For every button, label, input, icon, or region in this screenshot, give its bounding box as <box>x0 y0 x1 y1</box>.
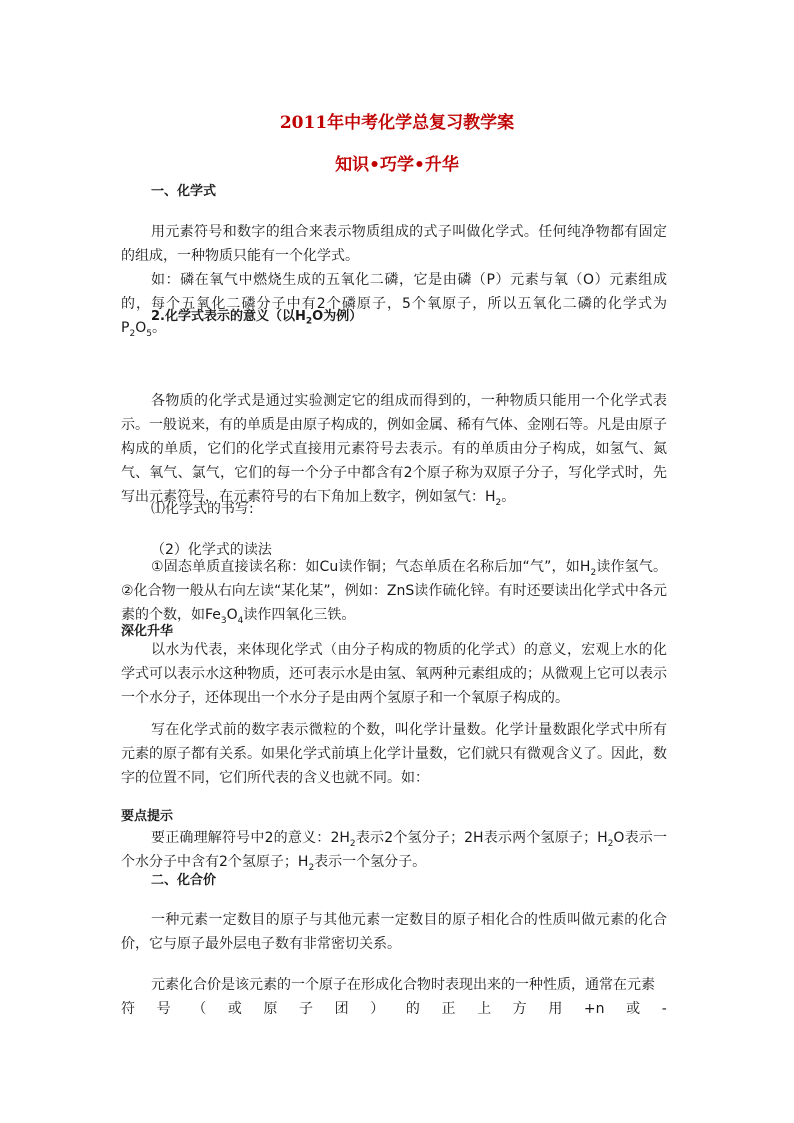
word: 或 <box>227 1001 242 1017</box>
document-title: 2011年中考化学总复习教学案 <box>279 113 515 133</box>
paragraph-valence-notation: 元素化合价是该元素的一个原子在形成化合物时表现出来的一种性质，通常在元素 <box>151 977 655 993</box>
word: 方 <box>512 1001 527 1017</box>
word: +n <box>583 1001 605 1017</box>
word: - <box>661 1001 667 1017</box>
paragraph-valence-definition: 一种元素一定数目的原子与其他元素一定数目的原子相化合的性质叫做元素的化合价，它与原子最外层电子数有非常密切关系。 <box>121 912 667 952</box>
paragraph-coefficient: 写在化学式前的数字表示微粒的个数，叫化学计量数。化学计量数跟化学式中所有元素的原子都有关系。如果化学式前填上化学计量数，它们就只有微观含义了。因此，数字的位置不同，它们所代表的含义也就不同。如： <box>121 722 667 786</box>
paragraph-formula-determination: 各物质的化学式是通过实验测定它的组成而得到的，一种物质只能用一个化学式表示。一般说来，有的单质是由原子构成的，例如金属、稀有气体、金刚石等。凡是由原子构成的单质，它们的化学式直接用元素符号去表示。有的单质由分子构成，如氢气、氮气、氧气、氯气，它们的每一个分子中都含有2个原子称为双原子分子，写化学式时，先写出元素符号，在元素符号的右下角加上数字，例如氢气：$H_2$。 <box>121 393 667 508</box>
word: 的 <box>405 1001 420 1017</box>
paragraph-water-example: 以水为代表，来体现化学式（由分子构成的物质的化学式）的意义，宏观上水的化学式可以表示水这种物质，还可表示水是由氢、氧两种元素组成的；从微观上它可以表示一个水分子，还体现出一个水分子是由两个氢原子和一个氧原子构成的。 <box>121 642 667 706</box>
subsection-formula-writing: ⑴化学式的书写: <box>151 501 254 517</box>
word: 号 <box>156 1001 171 1017</box>
section-heading-formula-meaning: 2.化学式表示的意义（以$H_2O$为例） <box>151 309 363 327</box>
section-heading-deepen: 深化升华 <box>121 624 174 639</box>
word: ） <box>370 1001 385 1017</box>
word: 上 <box>477 1001 492 1017</box>
word: 符 <box>121 1001 135 1017</box>
paragraph-key-points: 要正确理解符号中2的意义：$2H_2$表示2个氢分子；2H表示两个氢原子；$H_2O$表示一个水分子中含有2个氢原子；$H_2$表示一个氢分子。 <box>121 830 667 873</box>
section-heading-key-points: 要点提示 <box>121 809 174 824</box>
word: 子 <box>299 1001 314 1017</box>
paragraph-definition: 用元素符号和数字的组合来表示物质组成的式子叫做化学式。任何纯净物都有固定的组成，一种物质只能有一个化学式。 <box>121 224 667 264</box>
word: 原 <box>263 1001 278 1017</box>
word: （ <box>192 1001 207 1017</box>
paragraph-example-p2o5: 如：磷在氧气中燃烧生成的五氧化二磷，它是由磷（P）元素与氧（O）元素组成的，每个五氧化二磷分子中有2个磷原子，5个氧原子，所以五氧化二磷的化学式为$P_2O_5$。 <box>121 272 667 339</box>
section-heading-chemical-formula: 一、化学式 <box>151 184 217 199</box>
word: 团 <box>334 1001 349 1017</box>
word: 用 <box>548 1001 563 1017</box>
subsection-formula-reading: （2）化学式的读法 <box>151 542 272 558</box>
word: 或 <box>626 1001 641 1017</box>
paragraph-valence-notation-continued <box>121 997 667 1021</box>
paragraph-reading-rules: ①固态单质直接读名称：如Cu读作铜；气态单质在名称后加“气”，如$H_2$读作氢气。②化合物一般从右向左读“某化某”，例如：ZnS读作硫化锌。有时还要读出化学式中各元素的个数，如$Fe_3O_4$读作四氧化三铁。 <box>121 559 668 626</box>
document-subtitle: 知识•巧学•升华 <box>335 155 459 175</box>
section-heading-valence: 二、化合价 <box>151 873 217 888</box>
word: 正 <box>441 1001 456 1017</box>
